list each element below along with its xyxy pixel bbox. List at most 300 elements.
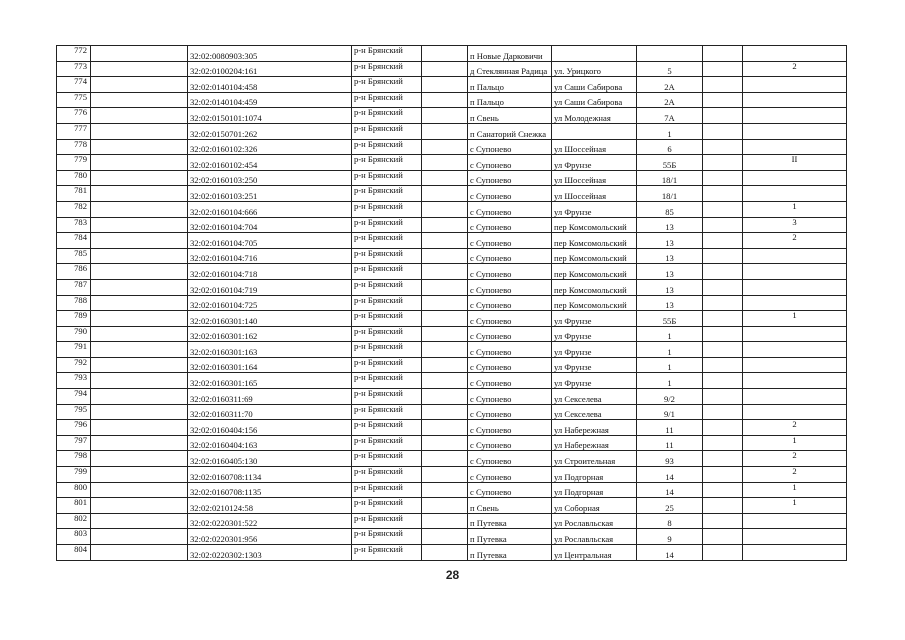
building-number — [703, 233, 743, 249]
empty-cell — [422, 279, 468, 295]
apartment-number — [743, 404, 847, 420]
building-number — [703, 295, 743, 311]
empty-cell — [91, 77, 188, 93]
settlement: с Супонево — [468, 482, 552, 498]
cadastral-number: 32:02:0140104:458 — [188, 77, 352, 93]
house-number: 11 — [637, 435, 703, 451]
table-row — [57, 357, 847, 373]
empty-cell — [422, 451, 468, 467]
empty-cell — [422, 389, 468, 405]
district: р-н Брянский — [352, 373, 422, 389]
table-row — [57, 404, 847, 420]
empty-cell — [422, 92, 468, 108]
apartment-number — [743, 529, 847, 545]
row-number: 803 — [57, 529, 91, 545]
table-row — [57, 186, 847, 202]
settlement: п Свень — [468, 108, 552, 124]
row-number: 795 — [57, 404, 91, 420]
apartment-number — [743, 513, 847, 529]
cadastral-number: 32:02:0220301:956 — [188, 529, 352, 545]
apartment-number: 2 — [743, 233, 847, 249]
street: ул Фрунзе — [552, 155, 637, 171]
house-number: 85 — [637, 201, 703, 217]
settlement: с Супонево — [468, 357, 552, 373]
building-number — [703, 311, 743, 327]
apartment-number — [743, 92, 847, 108]
empty-cell — [91, 498, 188, 514]
empty-cell — [422, 404, 468, 420]
cadastral-number: 32:02:0160104:716 — [188, 248, 352, 264]
row-number: 775 — [57, 92, 91, 108]
street: ул Соборная — [552, 498, 637, 514]
district: р-н Брянский — [352, 435, 422, 451]
empty-cell — [422, 264, 468, 280]
empty-cell — [91, 201, 188, 217]
apartment-number — [743, 545, 847, 561]
apartment-number: 2 — [743, 467, 847, 483]
empty-cell — [91, 373, 188, 389]
house-number: 7А — [637, 108, 703, 124]
settlement: с Супонево — [468, 326, 552, 342]
apartment-number: 3 — [743, 217, 847, 233]
settlement: п Путевка — [468, 529, 552, 545]
street: ул Фрунзе — [552, 326, 637, 342]
cadastral-number: 32:02:0160404:163 — [188, 435, 352, 451]
empty-cell — [91, 264, 188, 280]
empty-cell — [422, 295, 468, 311]
row-number: 793 — [57, 373, 91, 389]
cadastral-number: 32:02:0150101:1074 — [188, 108, 352, 124]
row-number: 797 — [57, 435, 91, 451]
street: ул Фрунзе — [552, 373, 637, 389]
settlement: с Супонево — [468, 373, 552, 389]
house-number: 93 — [637, 451, 703, 467]
building-number — [703, 264, 743, 280]
building-number — [703, 451, 743, 467]
district: р-н Брянский — [352, 326, 422, 342]
district: р-н Брянский — [352, 545, 422, 561]
street: ул Шоссейная — [552, 170, 637, 186]
settlement: п Путевка — [468, 513, 552, 529]
building-number — [703, 342, 743, 358]
street: ул Фрунзе — [552, 311, 637, 327]
house-number: 13 — [637, 217, 703, 233]
house-number: 6 — [637, 139, 703, 155]
table-row — [57, 467, 847, 483]
building-number — [703, 201, 743, 217]
cadastral-number: 32:02:0160708:1135 — [188, 482, 352, 498]
empty-cell — [91, 108, 188, 124]
empty-cell — [91, 279, 188, 295]
street: ул Набережная — [552, 435, 637, 451]
district: р-н Брянский — [352, 139, 422, 155]
empty-cell — [91, 311, 188, 327]
settlement: с Супонево — [468, 295, 552, 311]
building-number — [703, 279, 743, 295]
building-number — [703, 92, 743, 108]
district: р-н Брянский — [352, 357, 422, 373]
empty-cell — [422, 529, 468, 545]
table-row — [57, 326, 847, 342]
district: р-н Брянский — [352, 451, 422, 467]
settlement: с Супонево — [468, 279, 552, 295]
building-number — [703, 123, 743, 139]
district: р-н Брянский — [352, 420, 422, 436]
street: ул Строительная — [552, 451, 637, 467]
street: ул Рославльская — [552, 513, 637, 529]
settlement: п Пальцо — [468, 92, 552, 108]
empty-cell — [91, 435, 188, 451]
row-number: 799 — [57, 467, 91, 483]
empty-cell — [422, 201, 468, 217]
building-number — [703, 170, 743, 186]
street: ул Набережная — [552, 420, 637, 436]
street: ул Шоссейная — [552, 186, 637, 202]
house-number: 1 — [637, 326, 703, 342]
apartment-number: 1 — [743, 435, 847, 451]
table-row — [57, 311, 847, 327]
cadastral-number: 32:02:0160104:704 — [188, 217, 352, 233]
empty-cell — [422, 342, 468, 358]
house-number: 1 — [637, 373, 703, 389]
settlement: с Супонево — [468, 217, 552, 233]
table-row — [57, 373, 847, 389]
building-number — [703, 467, 743, 483]
empty-cell — [91, 404, 188, 420]
house-number: 14 — [637, 482, 703, 498]
empty-cell — [422, 123, 468, 139]
empty-cell — [91, 217, 188, 233]
street: ул Молодежная — [552, 108, 637, 124]
settlement: с Супонево — [468, 233, 552, 249]
district: р-н Брянский — [352, 513, 422, 529]
cadastral-number: 32:02:0160102:454 — [188, 155, 352, 171]
table-row — [57, 529, 847, 545]
house-number — [637, 46, 703, 62]
building-number — [703, 482, 743, 498]
table-row — [57, 264, 847, 280]
district: р-н Брянский — [352, 77, 422, 93]
house-number: 18/1 — [637, 170, 703, 186]
building-number — [703, 77, 743, 93]
settlement: с Супонево — [468, 201, 552, 217]
settlement: с Супонево — [468, 139, 552, 155]
empty-cell — [91, 482, 188, 498]
apartment-number — [743, 389, 847, 405]
building-number — [703, 326, 743, 342]
house-number: 8 — [637, 513, 703, 529]
table-row — [57, 155, 847, 171]
settlement: с Супонево — [468, 155, 552, 171]
cadastral-number: 32:02:0160104:666 — [188, 201, 352, 217]
empty-cell — [91, 170, 188, 186]
district: р-н Брянский — [352, 264, 422, 280]
row-number: 782 — [57, 201, 91, 217]
empty-cell — [91, 545, 188, 561]
row-number: 801 — [57, 498, 91, 514]
apartment-number — [743, 77, 847, 93]
empty-cell — [422, 77, 468, 93]
apartment-number — [743, 170, 847, 186]
cadastral-number: 32:02:0160103:251 — [188, 186, 352, 202]
row-number: 798 — [57, 451, 91, 467]
house-number: 9/1 — [637, 404, 703, 420]
row-number: 784 — [57, 233, 91, 249]
settlement: с Супонево — [468, 170, 552, 186]
cadastral-number: 32:02:0160301:140 — [188, 311, 352, 327]
street: ул Фрунзе — [552, 342, 637, 358]
empty-cell — [422, 435, 468, 451]
street: пер Комсомольский — [552, 248, 637, 264]
apartment-number — [743, 279, 847, 295]
table-row — [57, 295, 847, 311]
district: р-н Брянский — [352, 248, 422, 264]
empty-cell — [91, 46, 188, 62]
house-number: 5 — [637, 61, 703, 77]
building-number — [703, 529, 743, 545]
settlement: с Супонево — [468, 342, 552, 358]
street: ул Саши Сабирова — [552, 92, 637, 108]
apartment-number: 1 — [743, 482, 847, 498]
empty-cell — [422, 420, 468, 436]
cadastral-number: 32:02:0220302:1303 — [188, 545, 352, 561]
house-number: 13 — [637, 264, 703, 280]
street: ул Рославльская — [552, 529, 637, 545]
cadastral-number: 32:02:0160301:162 — [188, 326, 352, 342]
district: р-н Брянский — [352, 389, 422, 405]
cadastral-number: 32:02:0160404:156 — [188, 420, 352, 436]
building-number — [703, 389, 743, 405]
row-number: 790 — [57, 326, 91, 342]
table-row — [57, 513, 847, 529]
cadastral-number: 32:02:0160103:250 — [188, 170, 352, 186]
settlement: п Пальцо — [468, 77, 552, 93]
empty-cell — [91, 123, 188, 139]
table-row — [57, 435, 847, 451]
empty-cell — [422, 139, 468, 155]
apartment-number: 2 — [743, 61, 847, 77]
street: пер Комсомольский — [552, 264, 637, 280]
empty-cell — [422, 46, 468, 62]
settlement: с Супонево — [468, 248, 552, 264]
row-number: 778 — [57, 139, 91, 155]
empty-cell — [422, 311, 468, 327]
street: ул Подгорная — [552, 467, 637, 483]
building-number — [703, 545, 743, 561]
table-row — [57, 201, 847, 217]
empty-cell — [91, 389, 188, 405]
house-number: 1 — [637, 342, 703, 358]
street — [552, 123, 637, 139]
table-row — [57, 139, 847, 155]
empty-cell — [422, 373, 468, 389]
building-number — [703, 420, 743, 436]
street: ул Подгорная — [552, 482, 637, 498]
settlement: п Санаторий Снежка — [468, 123, 552, 139]
empty-cell — [422, 155, 468, 171]
cadastral-number: 32:02:0140104:459 — [188, 92, 352, 108]
district: р-н Брянский — [352, 170, 422, 186]
settlement: с Супонево — [468, 451, 552, 467]
empty-cell — [422, 467, 468, 483]
street: пер Комсомольский — [552, 217, 637, 233]
table-row — [57, 389, 847, 405]
table-row — [57, 108, 847, 124]
row-number: 796 — [57, 420, 91, 436]
house-number: 9 — [637, 529, 703, 545]
table-row — [57, 545, 847, 561]
district: р-н Брянский — [352, 467, 422, 483]
apartment-number: 1 — [743, 311, 847, 327]
house-number: 2А — [637, 77, 703, 93]
row-number: 777 — [57, 123, 91, 139]
table-row — [57, 170, 847, 186]
settlement: п Новые Дарковичи — [468, 46, 552, 62]
empty-cell — [91, 186, 188, 202]
row-number: 781 — [57, 186, 91, 202]
district: р-н Брянский — [352, 186, 422, 202]
table-row — [57, 420, 847, 436]
row-number: 786 — [57, 264, 91, 280]
empty-cell — [91, 513, 188, 529]
row-number: 783 — [57, 217, 91, 233]
building-number — [703, 61, 743, 77]
district: р-н Брянский — [352, 404, 422, 420]
cadastral-number: 32:02:0080903:305 — [188, 46, 352, 62]
cadastral-number: 32:02:0210124:58 — [188, 498, 352, 514]
row-number: 800 — [57, 482, 91, 498]
row-number: 792 — [57, 357, 91, 373]
street: ул Фрунзе — [552, 357, 637, 373]
table-row — [57, 498, 847, 514]
street: ул. Урицкого — [552, 61, 637, 77]
row-number: 791 — [57, 342, 91, 358]
empty-cell — [91, 61, 188, 77]
cadastral-number: 32:02:0160301:163 — [188, 342, 352, 358]
empty-cell — [422, 545, 468, 561]
cadastral-number: 32:02:0160311:70 — [188, 404, 352, 420]
district: р-н Брянский — [352, 92, 422, 108]
house-number: 13 — [637, 248, 703, 264]
building-number — [703, 435, 743, 451]
district: р-н Брянский — [352, 498, 422, 514]
cadastral-number: 32:02:0160102:326 — [188, 139, 352, 155]
apartment-number — [743, 326, 847, 342]
apartment-number: II — [743, 155, 847, 171]
apartment-number: 1 — [743, 498, 847, 514]
settlement: с Супонево — [468, 435, 552, 451]
empty-cell — [91, 357, 188, 373]
house-number: 13 — [637, 233, 703, 249]
table-row — [57, 248, 847, 264]
apartment-number — [743, 248, 847, 264]
cadastral-number: 32:02:0160104:705 — [188, 233, 352, 249]
building-number — [703, 108, 743, 124]
empty-cell — [91, 155, 188, 171]
row-number: 780 — [57, 170, 91, 186]
street — [552, 46, 637, 62]
row-number: 804 — [57, 545, 91, 561]
empty-cell — [91, 139, 188, 155]
empty-cell — [422, 498, 468, 514]
row-number: 794 — [57, 389, 91, 405]
empty-cell — [422, 61, 468, 77]
apartment-number — [743, 139, 847, 155]
empty-cell — [422, 248, 468, 264]
empty-cell — [91, 451, 188, 467]
empty-cell — [91, 233, 188, 249]
settlement: с Супонево — [468, 264, 552, 280]
building-number — [703, 139, 743, 155]
row-number: 785 — [57, 248, 91, 264]
cadastral-number: 32:02:0220301:522 — [188, 513, 352, 529]
district: р-н Брянский — [352, 529, 422, 545]
table-row — [57, 279, 847, 295]
apartment-number: 1 — [743, 201, 847, 217]
settlement: п Путевка — [468, 545, 552, 561]
building-number — [703, 248, 743, 264]
cadastral-number: 32:02:0100204:161 — [188, 61, 352, 77]
cadastral-number: 32:02:0160311:69 — [188, 389, 352, 405]
district: р-н Брянский — [352, 482, 422, 498]
empty-cell — [91, 295, 188, 311]
house-number: 13 — [637, 295, 703, 311]
settlement: п Свень — [468, 498, 552, 514]
settlement: с Супонево — [468, 467, 552, 483]
apartment-number — [743, 357, 847, 373]
district: р-н Брянский — [352, 108, 422, 124]
row-number: 788 — [57, 295, 91, 311]
street: пер Комсомольский — [552, 233, 637, 249]
empty-cell — [91, 420, 188, 436]
house-number: 11 — [637, 420, 703, 436]
district: р-н Брянский — [352, 155, 422, 171]
district: р-н Брянский — [352, 279, 422, 295]
building-number — [703, 217, 743, 233]
street: ул Шоссейная — [552, 139, 637, 155]
district: р-н Брянский — [352, 61, 422, 77]
district: р-н Брянский — [352, 123, 422, 139]
apartment-number: 2 — [743, 451, 847, 467]
empty-cell — [422, 217, 468, 233]
house-number: 1 — [637, 123, 703, 139]
district: р-н Брянский — [352, 233, 422, 249]
cadastral-number: 32:02:0160104:718 — [188, 264, 352, 280]
table-body — [57, 46, 847, 561]
table-row — [57, 123, 847, 139]
cadastral-number: 32:02:0160301:165 — [188, 373, 352, 389]
row-number: 773 — [57, 61, 91, 77]
table-row — [57, 92, 847, 108]
table-row — [57, 217, 847, 233]
table-row — [57, 46, 847, 62]
empty-cell — [422, 170, 468, 186]
table-row — [57, 233, 847, 249]
house-number: 25 — [637, 498, 703, 514]
empty-cell — [91, 92, 188, 108]
cadastral-number: 32:02:0160405:130 — [188, 451, 352, 467]
building-number — [703, 404, 743, 420]
district: р-н Брянский — [352, 295, 422, 311]
apartment-number — [743, 342, 847, 358]
empty-cell — [422, 326, 468, 342]
table-row — [57, 451, 847, 467]
street: ул Центральная — [552, 545, 637, 561]
empty-cell — [422, 513, 468, 529]
building-number — [703, 373, 743, 389]
table-row — [57, 77, 847, 93]
row-number: 774 — [57, 77, 91, 93]
